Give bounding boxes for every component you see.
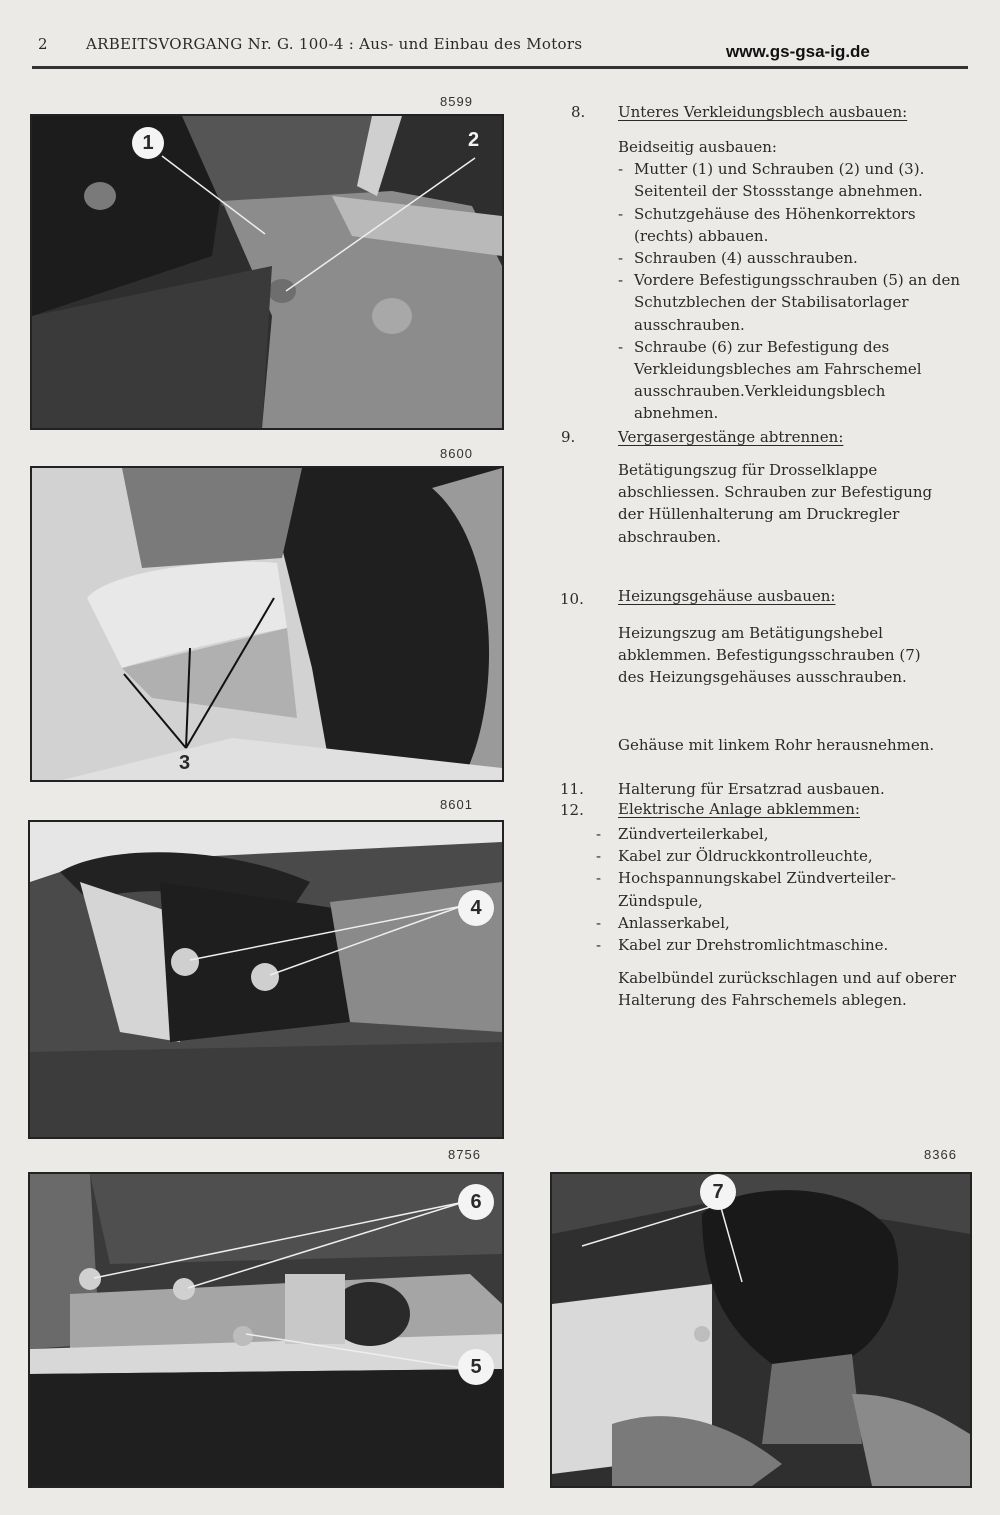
list-item-text: Anlasserkabel,: [618, 913, 730, 932]
step-title: Vergasergestänge abtrennen:: [618, 428, 844, 446]
step-intro: Beidseitig ausbauen:: [618, 138, 777, 156]
callout-label: 4: [470, 896, 482, 919]
callout-label: 7: [712, 1180, 724, 1203]
step-number: 11.: [560, 780, 584, 798]
callout-badge-6: [458, 1184, 494, 1220]
figure-number: 8599: [440, 94, 473, 109]
list-item-text: Hochspannungskabel Zündverteiler-Zündspule,: [618, 869, 896, 910]
photo-bumper-bracket: [30, 466, 504, 782]
list-item: - Kabel zur Drehstromlichtmaschine.: [596, 934, 926, 956]
list-item: - Zündverteilerkabel,: [596, 823, 926, 845]
list-item: - Schrauben (4) ausschrauben.: [618, 247, 963, 269]
figure-number: 8756: [448, 1147, 481, 1162]
step-text: Heizungszug am Betätigungshebel abklemmen. Befestigungsschrauben (7) des Heizungsgehäuses ausschrauben.: [618, 624, 921, 687]
list-item: - Schraube (6) zur Befestigung des Verkleidungsbleches am Fahrschemel ausschrauben.Verkleidungsblech abnehmen.: [618, 336, 963, 425]
callout-badge-1: [132, 127, 164, 159]
callout-label: 6: [470, 1190, 482, 1213]
callout-label: 5: [470, 1355, 482, 1378]
step-12-list: [596, 823, 926, 956]
website-url[interactable]: www.gs-gsa-ig.de: [726, 42, 870, 61]
step-text: Gehäuse mit linkem Rohr herausnehmen.: [618, 736, 935, 754]
step-title: Elektrische Anlage abklemmen:: [618, 800, 860, 818]
callout-badge-7: [700, 1174, 736, 1210]
page-number: 2: [38, 35, 48, 53]
list-item: - Schutzgehäuse des Höhenkorrektors (rechts) abbauen.: [618, 203, 963, 247]
step-number: 8.: [571, 103, 586, 121]
figure-number: 8600: [440, 446, 473, 461]
photo-heater-housing: [550, 1172, 972, 1488]
step-title: Halterung für Ersatzrad ausbauen.: [618, 780, 885, 798]
list-item-text: Schutzgehäuse des Höhenkorrektors (rechts) abbauen.: [634, 204, 916, 245]
callout-badge-5: [458, 1349, 494, 1385]
figure-number: 8601: [440, 797, 473, 812]
step-text: Betätigungszug für Drosselklappe abschliessen. Schrauben zur Befestigung der Hüllenhalterung am Druckregler abschrauben.: [618, 461, 933, 546]
header-rule: [32, 66, 968, 69]
step-8-body: [618, 136, 963, 425]
callout-label-2: 2: [468, 129, 480, 151]
list-item-text: Schrauben (4) ausschrauben.: [634, 249, 858, 268]
figure-number: 8366: [924, 1147, 957, 1162]
callout-label-3: 3: [179, 752, 191, 774]
list-item: - Mutter (1) und Schrauben (2) und (3). Seitenteil der Stossstange abnehmen.: [618, 158, 963, 202]
list-item-text: Vordere Befestigungsschrauben (5) an den Schutzblechen der Stabilisatorlager ausschrauben.: [634, 271, 960, 334]
page-header-title: ARBEITSVORGANG Nr. G. 100-4 : Aus- und Einbau des Motors: [86, 35, 583, 53]
list-item: - Vordere Befestigungsschrauben (5) an den Schutzblechen der Stabilisatorlager ausschrauben.: [618, 269, 963, 336]
step-number: 9.: [561, 428, 576, 446]
callout-label: 1: [142, 131, 154, 154]
list-item-text: Schraube (6) zur Befestigung des Verkleidungsbleches am Fahrschemel ausschrauben.Verkleidungsblech abnehmen.: [634, 337, 922, 423]
step-number: 12.: [560, 801, 584, 819]
step-title: Unteres Verkleidungsblech ausbauen:: [618, 103, 908, 121]
photo-bumper-side: [30, 114, 504, 430]
list-item: - Kabel zur Öldruckkontrolleuchte,: [596, 845, 926, 867]
callout-badge-4: [458, 890, 494, 926]
list-item: - Anlasserkabel,: [596, 912, 926, 934]
list-item-text: Kabel zur Öldruckkontrolleuchte,: [618, 847, 873, 866]
step-title: Heizungsgehäuse ausbauen:: [618, 587, 836, 605]
list-item: - Hochspannungskabel Zündverteiler-Zündspule,: [596, 867, 926, 911]
photo-shield-bolts: [28, 820, 504, 1139]
list-item-text: Kabel zur Drehstromlichtmaschine.: [618, 936, 889, 955]
list-item-text: Zündverteilerkabel,: [618, 825, 769, 843]
list-item-text: Mutter (1) und Schrauben (2) und (3). Seitenteil der Stossstange abnehmen.: [634, 160, 925, 201]
step-number: 10.: [560, 590, 584, 608]
photo-subframe: [28, 1172, 504, 1488]
step-closing-text: Kabelbündel zurückschlagen und auf oberer Halterung des Fahrschemels ablegen.: [618, 969, 957, 1010]
